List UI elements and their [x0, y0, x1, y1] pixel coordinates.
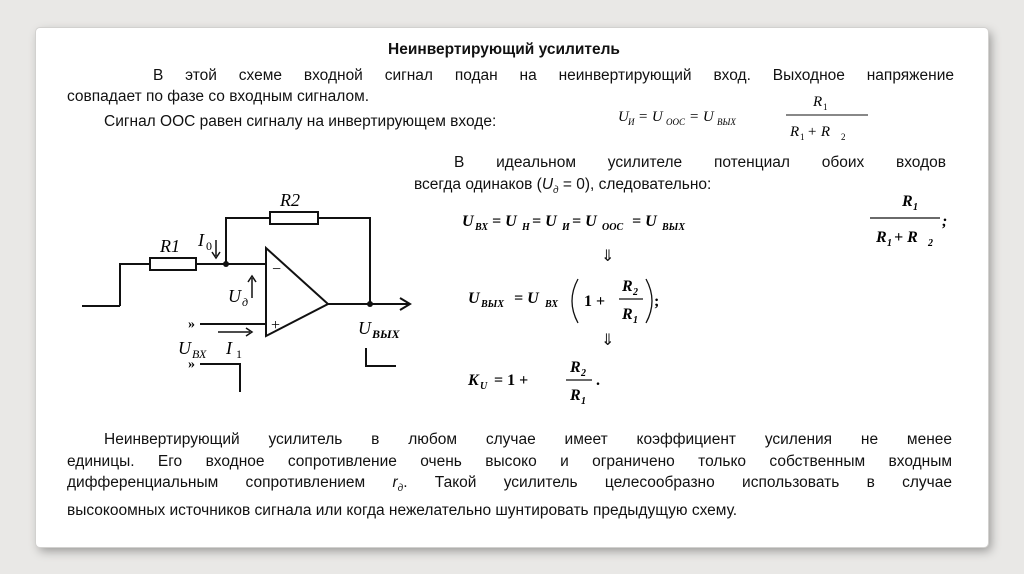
f1-sub3: ВЫХ — [717, 117, 736, 127]
f3-num-sub: 2 — [633, 287, 638, 298]
f2-sub5: ВЫХ — [662, 222, 686, 233]
f1-eq1: = U — [638, 109, 663, 125]
formula-output — [466, 271, 746, 331]
f4-lhs: K — [468, 372, 479, 389]
f3-den-sub: 1 — [633, 315, 638, 326]
formula-gain — [466, 352, 666, 412]
bottom-line-2: единицы. Его входное сопротивление очень высоко и ограничено только собственным входным — [67, 452, 952, 470]
f3-den: R — [622, 306, 633, 323]
f1-lhs: U — [618, 109, 629, 125]
bottom-line-3-var: r — [392, 474, 398, 491]
resistor-r2 — [270, 212, 318, 224]
f3-tail: ; — [654, 293, 660, 310]
f3-paren-left — [572, 279, 578, 323]
f3-eq: = U — [514, 290, 539, 307]
f4-sub: U — [480, 381, 488, 392]
f4-num-sub: 2 — [581, 368, 586, 379]
i1-label: I — [226, 338, 232, 358]
f2-num: R — [902, 193, 913, 210]
formula-chain — [456, 194, 946, 250]
uvyx-sub: ВЫХ — [372, 327, 400, 341]
f3-sub2: ВХ — [545, 299, 559, 310]
f3-sub1: ВЫХ — [481, 299, 505, 310]
i0-sub: 0 — [206, 239, 212, 253]
f4-den-sub: 1 — [581, 396, 586, 407]
wire-feedback-left — [226, 218, 270, 264]
ideal-line-2-suffix: = 0), следовательно: — [558, 176, 712, 193]
f2-tail: ; — [942, 213, 948, 230]
node-r1-r2 — [223, 261, 229, 267]
f2-den-sub2: 2 — [928, 238, 933, 249]
i1-sub: 1 — [236, 347, 242, 361]
f4-den: R — [570, 387, 581, 404]
resistor-r1 — [150, 258, 196, 270]
slide-title: Неинвертирующий усилитель — [388, 41, 620, 58]
ideal-line-2-prefix: всегда одинаков ( — [414, 176, 542, 193]
f1-den-b-sub: 2 — [841, 132, 846, 142]
slide — [36, 28, 988, 547]
f2-num-sub: 1 — [913, 202, 918, 213]
bottom-line-3 — [67, 472, 952, 500]
f3-one: 1 + — [584, 293, 606, 310]
uvx-sub: ВХ — [192, 347, 207, 361]
circuit-diagram — [70, 178, 410, 378]
feedback-line: Сигнал ООС равен сигналу на инвертирующем входе: — [104, 113, 497, 130]
bottom-line-3-sub: д — [397, 483, 404, 495]
f1-num-sub: 1 — [823, 102, 828, 112]
f2-den-sub1: 1 — [887, 238, 892, 249]
f1-den-a: R — [790, 124, 800, 140]
f3-paren-right — [646, 279, 652, 323]
bottom-line-3-prefix: дифференциальным сопротивлением — [67, 474, 393, 491]
f2-sub2: Н — [522, 222, 530, 233]
node-output — [367, 301, 373, 307]
ideal-line-2-var: U — [541, 176, 554, 193]
bottom-line-4: высокоомных источников сигнала или когда нежелательно шунтировать предыдущую схему. — [67, 501, 738, 519]
f2-sub1: ВХ — [475, 222, 489, 233]
f2-part3: = U — [532, 213, 557, 230]
r2-label: R2 — [280, 190, 300, 210]
opamp-minus: − — [272, 261, 282, 278]
f4-eq: = 1 + — [494, 372, 529, 389]
bottom-line-3-suffix: . Такой усилитель целесообразно использовать в случае — [403, 474, 952, 491]
f4-num: R — [570, 359, 581, 376]
f1-sub2: ООС — [666, 117, 686, 127]
f3-num: R — [622, 278, 633, 295]
f2-part4: = U — [572, 213, 597, 230]
intro-line-2: совпадает по фазе со входным сигналом. — [67, 88, 370, 105]
f1-num: R — [813, 94, 823, 110]
f1-sub1: И — [628, 117, 635, 127]
f3-lhs: U — [468, 290, 480, 307]
f2-part5: = U — [632, 213, 657, 230]
uvyx-label: U — [358, 318, 371, 338]
f2-sub4: ООС — [602, 222, 624, 233]
f1-den-a-sub: 1 — [800, 132, 805, 142]
f2-u1: U — [462, 213, 474, 230]
input-terminal-2: » — [188, 357, 195, 372]
ideal-line-2-sub: д — [553, 185, 559, 197]
i0-label: I — [198, 230, 204, 250]
opamp-plus: + — [271, 317, 281, 334]
f1-eq2: = U — [689, 109, 714, 125]
f4-tail: . — [596, 372, 600, 389]
implies-arrow-1: ⇓ — [601, 248, 615, 265]
uvx-label: U — [178, 338, 191, 358]
f2-sub3: И — [562, 222, 570, 233]
bottom-line-1: Неинвертирующий усилитель в любом случае имеет коэффициент усиления не менее — [104, 431, 952, 448]
r1-label: R1 — [160, 236, 180, 256]
implies-arrow-2: ⇓ — [601, 332, 615, 349]
f2-part2: = U — [492, 213, 517, 230]
wire-input-ground — [200, 364, 240, 392]
ideal-line-1: В идеальном усилителе потенциал обоих входов — [454, 154, 946, 171]
f2-den-plus: + R — [894, 229, 918, 246]
wire-ground-r1 — [120, 264, 150, 306]
input-terminal-1: » — [188, 317, 195, 332]
f2-den: R — [876, 229, 887, 246]
wire-feedback-right — [318, 218, 370, 304]
formula-feedback — [614, 90, 874, 146]
output-ground — [366, 348, 396, 366]
conclusion-paragraph — [67, 429, 952, 521]
ud-sub: д — [242, 295, 249, 309]
intro-line-1: В этой схеме входной сигнал подан на неинвертирующий вход. Выходное напряжение — [153, 67, 954, 84]
ud-label: U — [228, 286, 241, 306]
f1-den-plus: + R — [807, 124, 831, 140]
